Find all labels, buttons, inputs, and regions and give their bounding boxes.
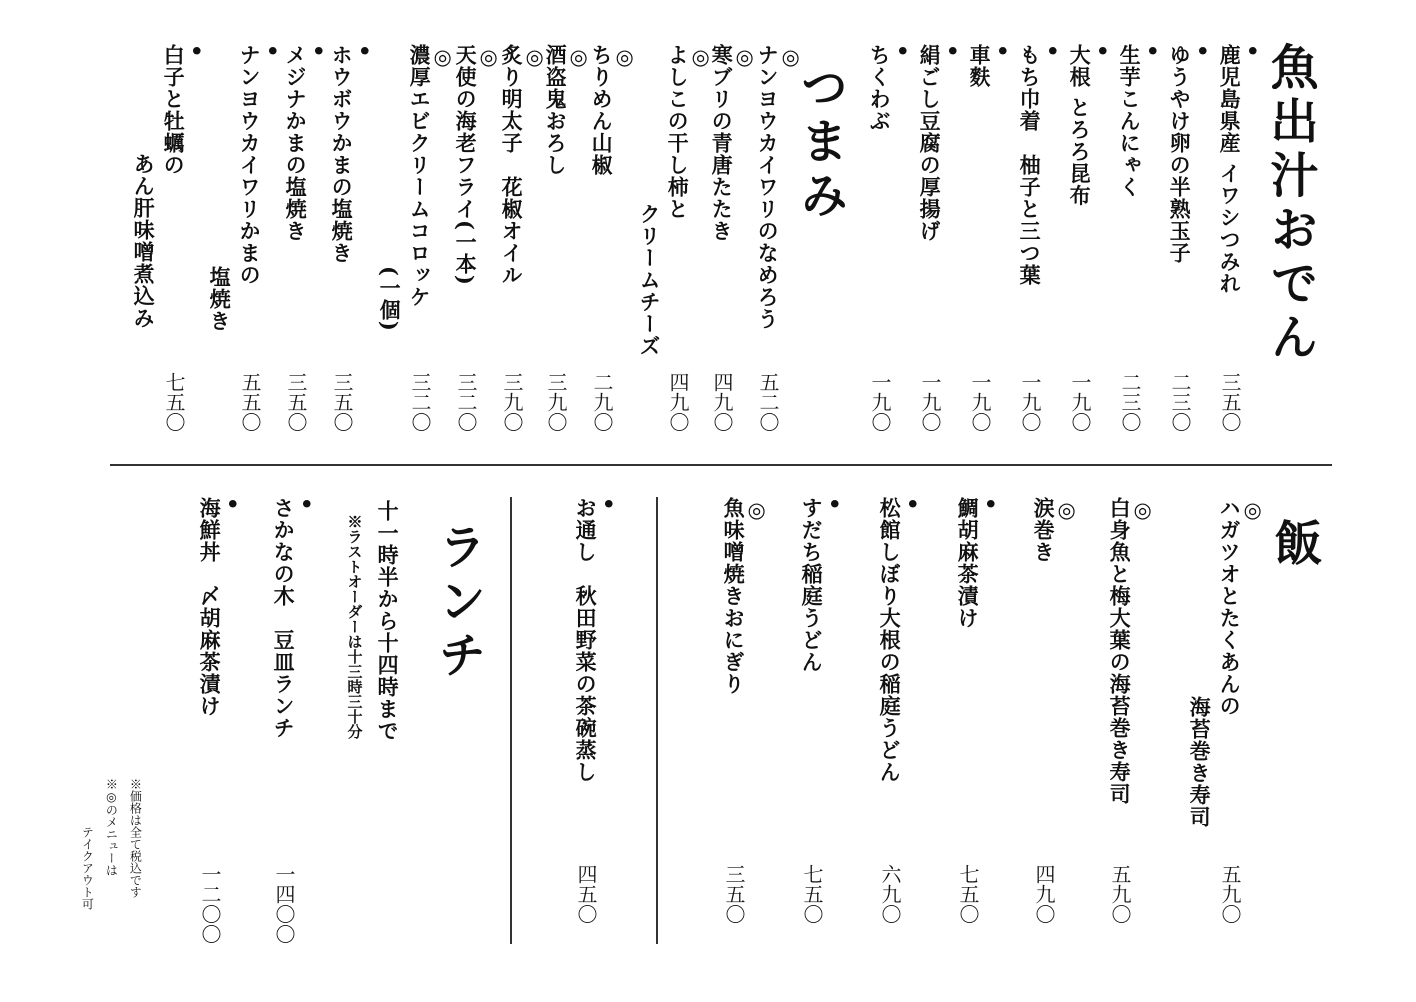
tsumami-item-12-name: 白子と牡蠣の bbox=[161, 44, 187, 176]
bullet-icon: • bbox=[900, 497, 926, 512]
bullet-icon: • bbox=[220, 497, 246, 512]
lunch-item-1-price: 一四〇〇 bbox=[272, 864, 296, 944]
bullet-icon: • bbox=[260, 44, 286, 59]
tsumami-item-7-name: 天使の海老フライ(一本) bbox=[453, 44, 479, 286]
oden-title: 魚出汁おでん bbox=[1262, 42, 1318, 366]
meshi-item-4 bbox=[956, 497, 1002, 629]
lunch-item-1-name: さかなの木 豆皿ランチ bbox=[271, 497, 297, 739]
meshi-item-6-name: すだち稲庭うどん bbox=[799, 497, 825, 673]
oden-item-3-name: 生芋こんにゃく bbox=[1117, 44, 1143, 198]
tsumami-item-5 bbox=[544, 44, 590, 176]
double-circle-icon: ◎ bbox=[778, 44, 804, 70]
lunch-item-2-name: 海鮮丼 〆胡麻茶漬け bbox=[197, 497, 223, 717]
tsumami-item-7 bbox=[454, 44, 500, 286]
oden-item-4 bbox=[1068, 44, 1114, 206]
tsumami-item-3-name: よしこの干し柿と bbox=[665, 44, 691, 220]
tsumami-item-12 bbox=[162, 44, 208, 176]
meshi-item-3-name: 涙巻き bbox=[1031, 497, 1057, 563]
oden-item-8-price: 一九〇 bbox=[868, 372, 892, 432]
double-circle-icon: ◎ bbox=[732, 44, 758, 70]
tsumami-item-12-line2: あん肝味噌煮込み bbox=[131, 153, 157, 329]
tsumami-item-7-price: 三二〇 bbox=[454, 372, 478, 432]
meshi-item-4-name: 鯛胡麻茶漬け bbox=[955, 497, 981, 629]
meshi-title: 飯 bbox=[1266, 518, 1322, 572]
vertical-divider-otoshi bbox=[656, 497, 658, 944]
horizontal-divider bbox=[110, 464, 1332, 466]
oden-item-8 bbox=[868, 44, 914, 132]
meshi-item-3 bbox=[1032, 497, 1078, 563]
oden-item-6 bbox=[968, 44, 1014, 88]
double-circle-icon: ◎ bbox=[522, 44, 548, 70]
meshi-item-5-price: 六九〇 bbox=[878, 864, 902, 924]
double-circle-icon: ◎ bbox=[1240, 497, 1266, 523]
tsumami-item-5-price: 三九〇 bbox=[544, 372, 568, 432]
oden-item-2-price: 二三〇 bbox=[1168, 372, 1192, 432]
tsumami-item-9-name: ホウボウかまの塩焼き bbox=[329, 44, 355, 264]
oden-item-5-name: もち巾着 柚子と三つ葉 bbox=[1017, 44, 1043, 286]
bullet-icon: • bbox=[352, 44, 378, 59]
oden-item-5-price: 一九〇 bbox=[1018, 372, 1042, 432]
lunch-item-1 bbox=[272, 497, 318, 739]
otoshi-item-price: 四五〇 bbox=[574, 864, 598, 924]
meshi-item-3-price: 四九〇 bbox=[1032, 864, 1056, 924]
bullet-icon: • bbox=[940, 44, 966, 59]
tsumami-item-4-name: ちりめん山椒 bbox=[589, 44, 615, 176]
oden-item-7-price: 一九〇 bbox=[918, 372, 942, 432]
oden-item-7-name: 絹ごし豆腐の厚揚げ bbox=[917, 44, 943, 242]
bullet-icon: • bbox=[596, 497, 622, 512]
oden-item-3-price: 二三〇 bbox=[1118, 372, 1142, 432]
meshi-item-7 bbox=[722, 497, 768, 695]
tsumami-item-1-price: 五二〇 bbox=[756, 372, 780, 432]
tsumami-title: つまみ bbox=[792, 62, 848, 224]
oden-item-5 bbox=[1018, 44, 1064, 286]
meshi-item-7-name: 魚味噌焼きおにぎり bbox=[721, 497, 747, 695]
bullet-icon: • bbox=[990, 44, 1016, 59]
double-circle-icon: ◎ bbox=[1054, 497, 1080, 523]
meshi-item-1-line2: 海苔巻き寿司 bbox=[1187, 696, 1213, 828]
tsumami-item-10-price: 三五〇 bbox=[284, 372, 308, 432]
lunch-last-order: ※ラストオーダーは十三時三十分 bbox=[345, 514, 364, 739]
lunch-item-2-price: 一二〇〇 bbox=[198, 864, 222, 944]
meshi-item-6-price: 七五〇 bbox=[800, 864, 824, 924]
oden-item-8-name: ちくわぶ bbox=[867, 44, 893, 132]
oden-item-2-name: ゆうやけ卵の半熟玉子 bbox=[1167, 44, 1193, 264]
meshi-item-5-name: 松館しぼり大根の稲庭うどん bbox=[877, 497, 903, 783]
tsumami-item-11-price: 五五〇 bbox=[238, 372, 262, 432]
bullet-icon: • bbox=[1040, 44, 1066, 59]
bullet-icon: • bbox=[890, 44, 916, 59]
tsumami-item-5-name: 酒盗鬼おろし bbox=[543, 44, 569, 176]
note-tax: ※価格は全て税込です bbox=[128, 778, 143, 898]
oden-item-1-name: 鹿児島県産 イワシつみれ bbox=[1217, 44, 1243, 295]
bullet-icon: • bbox=[306, 44, 332, 59]
tsumami-item-6-name: 炙り明太子 花椒オイル bbox=[499, 44, 525, 286]
meshi-item-2-name: 白身魚と梅大葉の海苔巻き寿司 bbox=[1107, 497, 1133, 805]
oden-item-6-price: 一九〇 bbox=[968, 372, 992, 432]
tsumami-item-8-price: 三二〇 bbox=[408, 372, 432, 432]
bullet-icon: • bbox=[1190, 44, 1216, 59]
meshi-item-1-name: ハガツオとたくあんの bbox=[1217, 497, 1243, 717]
bullet-icon: • bbox=[978, 497, 1004, 512]
oden-item-3 bbox=[1118, 44, 1164, 198]
meshi-item-5 bbox=[878, 497, 924, 783]
tsumami-item-11-name: ナンヨウカイワリかまの bbox=[237, 44, 263, 286]
double-circle-icon: ◎ bbox=[612, 44, 638, 70]
bullet-icon: • bbox=[1090, 44, 1116, 59]
oden-item-4-price: 一九〇 bbox=[1068, 372, 1092, 432]
double-circle-icon: ◎ bbox=[1130, 497, 1156, 523]
tsumami-item-2 bbox=[710, 44, 756, 242]
tsumami-item-12-price: 七五〇 bbox=[162, 372, 186, 432]
tsumami-item-9 bbox=[330, 44, 376, 264]
meshi-item-2-price: 五九〇 bbox=[1108, 864, 1132, 924]
oden-item-1-price: 三五〇 bbox=[1218, 372, 1242, 432]
tsumami-item-2-name: 寒ブリの青唐たたき bbox=[709, 44, 735, 242]
meshi-item-1 bbox=[1218, 497, 1264, 717]
tsumami-item-11 bbox=[238, 44, 284, 286]
tsumami-item-4-price: 二九〇 bbox=[590, 372, 614, 432]
bullet-icon: • bbox=[294, 497, 320, 512]
vertical-divider-lunch bbox=[510, 497, 512, 944]
note-takeout: ※◎のメニューは bbox=[104, 778, 119, 876]
double-circle-icon: ◎ bbox=[476, 44, 502, 70]
double-circle-icon: ◎ bbox=[566, 44, 592, 70]
bullet-icon: • bbox=[1240, 44, 1266, 59]
tsumami-item-10-name: メジナかまの塩焼き bbox=[283, 44, 309, 242]
tsumami-item-11-line2: 塩焼き bbox=[207, 266, 233, 332]
tsumami-item-10 bbox=[284, 44, 330, 242]
tsumami-item-3-line2: クリームチーズ bbox=[637, 203, 663, 357]
otoshi-item bbox=[574, 497, 620, 783]
note-takeout-ok: テイクアウト可 bbox=[80, 826, 95, 910]
lunch-title: ランチ bbox=[430, 522, 486, 684]
double-circle-icon: ◎ bbox=[430, 44, 456, 70]
meshi-item-7-price: 三五〇 bbox=[722, 864, 746, 924]
bullet-icon: • bbox=[822, 497, 848, 512]
oden-item-2 bbox=[1168, 44, 1214, 264]
double-circle-icon: ◎ bbox=[688, 44, 714, 70]
bullet-icon: • bbox=[1140, 44, 1166, 59]
meshi-item-6 bbox=[800, 497, 846, 673]
lunch-item-2 bbox=[198, 497, 244, 717]
oden-item-1 bbox=[1218, 44, 1264, 294]
bullet-icon: • bbox=[184, 44, 210, 59]
tsumami-item-3 bbox=[666, 44, 712, 220]
oden-item-7 bbox=[918, 44, 964, 242]
otoshi-item-name: お通し 秋田野菜の茶碗蒸し bbox=[573, 497, 599, 783]
meshi-item-1-price: 五九〇 bbox=[1218, 864, 1242, 924]
meshi-item-2 bbox=[1108, 497, 1154, 805]
tsumami-item-6 bbox=[500, 44, 546, 286]
double-circle-icon: ◎ bbox=[744, 497, 770, 523]
tsumami-item-1 bbox=[756, 44, 802, 330]
meshi-item-4-price: 七五〇 bbox=[956, 864, 980, 924]
oden-item-4-name: 大根 とろろ昆布 bbox=[1067, 44, 1093, 207]
tsumami-item-6-price: 三九〇 bbox=[500, 372, 524, 432]
tsumami-item-3-price: 四九〇 bbox=[666, 372, 690, 432]
tsumami-item-9-price: 三五〇 bbox=[330, 372, 354, 432]
tsumami-item-8 bbox=[408, 44, 454, 308]
lunch-hours: 十一時半から十四時まで bbox=[375, 500, 401, 742]
oden-item-6-name: 車麩 bbox=[967, 44, 993, 88]
tsumami-item-8-line2: (一個) bbox=[377, 266, 403, 332]
tsumami-item-2-price: 四九〇 bbox=[710, 372, 734, 432]
tsumami-item-8-name: 濃厚エビクリームコロッケ bbox=[407, 44, 433, 308]
tsumami-item-1-name: ナンヨウカイワリのなめろう bbox=[755, 44, 781, 330]
tsumami-item-4 bbox=[590, 44, 636, 176]
